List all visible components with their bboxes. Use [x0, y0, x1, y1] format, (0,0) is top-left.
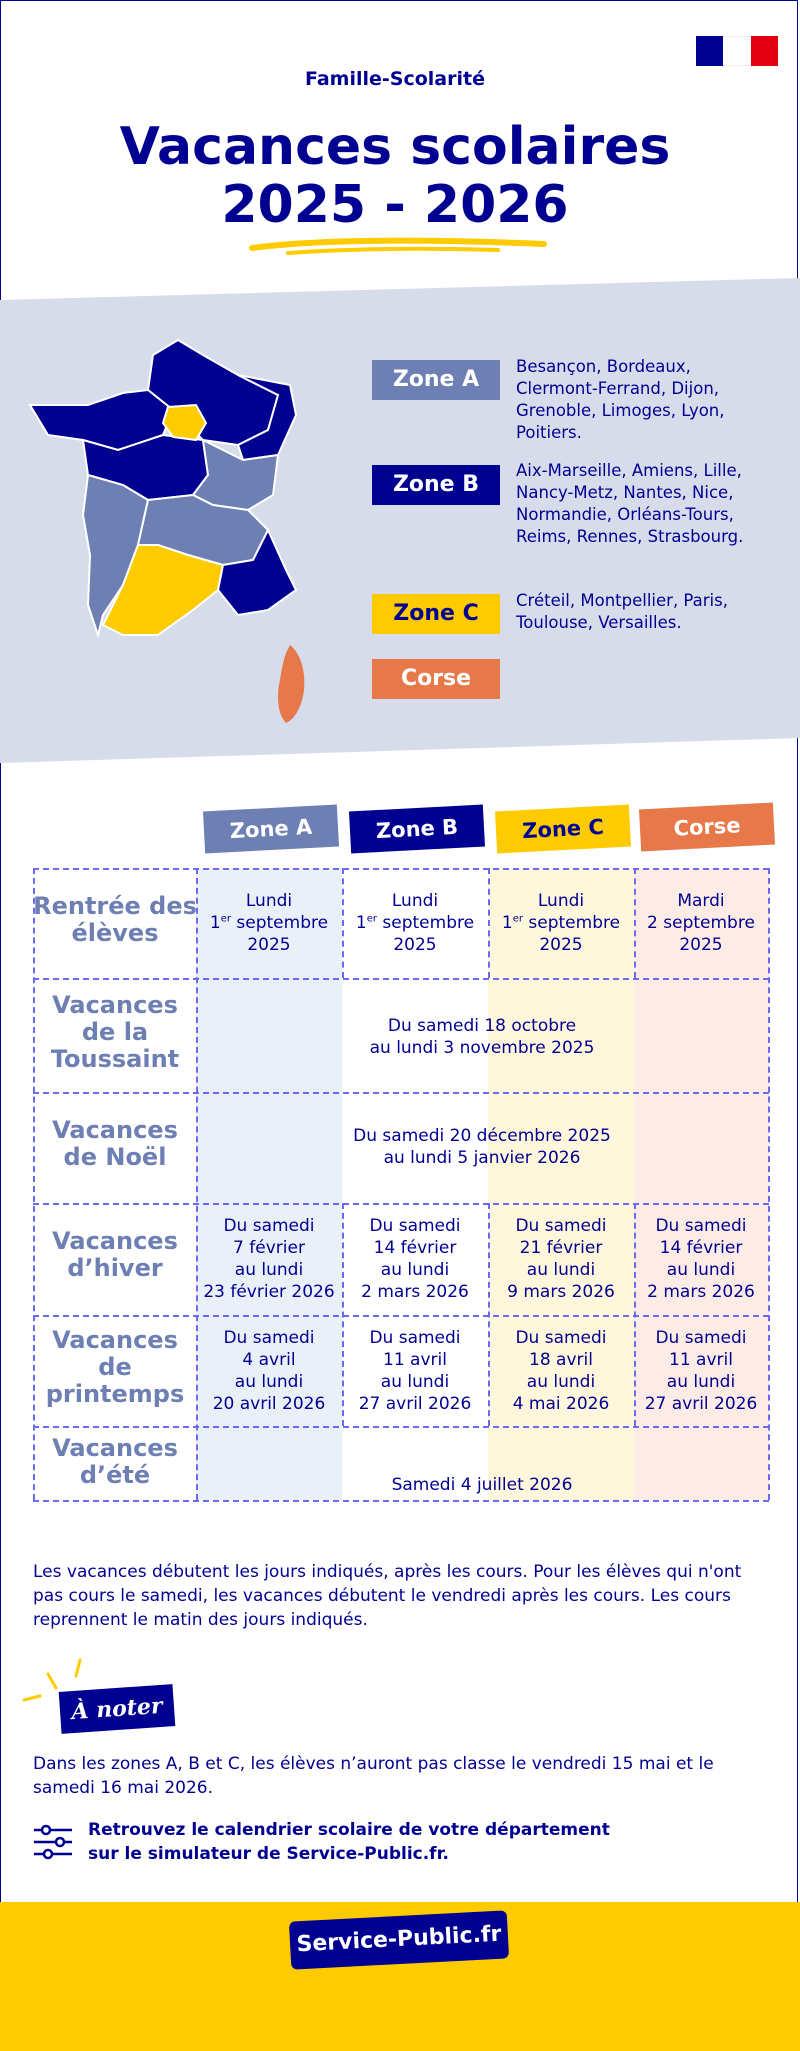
- row-header-hiver: Vacances d’hiver: [52, 1227, 178, 1282]
- republique-francaise-flag-logo: [696, 36, 778, 66]
- vacation-rules-note: Les vacances débutent les jours indiqués, après les cours. Pour les élèves qui n'ont pas cours le samedi, les vacances débutent le vendredi après les cours. Les cours reprennent le matin des jours indiqués.: [33, 1562, 742, 1630]
- cell-rentree-zone-b: Lundi 1er septembre 2025: [355, 891, 475, 955]
- legend-zone-a-cities: Besançon, Bordeaux, Clermont-Ferrand, Dijon, Grenoble, Limoges, Lyon, Poitiers.: [516, 357, 725, 442]
- title-underline-decoration: [248, 236, 548, 256]
- row-header-noel: Vacances de Noël: [52, 1116, 178, 1171]
- grid-line: [33, 978, 769, 980]
- row-header-ete: Vacances d’été: [52, 1434, 178, 1489]
- grid-line: [33, 1500, 769, 1502]
- page-title: Vacances scolaires 2025 - 2026: [119, 117, 671, 235]
- legend-corse: Corse: [372, 659, 500, 699]
- column-header-corse: Corse: [639, 803, 775, 852]
- cell-ete-all-zones: Samedi 4 juillet 2026: [391, 1475, 573, 1495]
- legend-zone-b-cities: Aix-Marseille, Amiens, Lille, Nancy-Metz, Nantes, Nice, Normandie, Orléans-Tours, Reims, Rennes, Strasbourg.: [516, 461, 744, 546]
- grid-line: [33, 1203, 769, 1205]
- grid-line: [33, 1315, 769, 1317]
- legend-zone-a: Zone A: [372, 360, 500, 400]
- cell-rentree-zone-c: Lundi 1er septembre 2025: [501, 891, 621, 955]
- row-header-printemps: Vacances de printemps: [45, 1326, 185, 1408]
- column-header-zone-c: Zone C: [495, 805, 631, 854]
- a-noter-text: Dans les zones A, B et C, les élèves n’auront pas classe le vendredi 15 mai et le samedi 16 mai 2026.: [33, 1754, 714, 1798]
- row-header-rentree: Rentrée des élèves: [33, 892, 197, 947]
- a-noter-badge: À noter: [59, 1684, 176, 1734]
- column-header-zone-a: Zone A: [203, 805, 339, 854]
- legend-zone-c-cities: Créteil, Montpellier, Paris, Toulouse, Versailles.: [516, 591, 728, 632]
- cell-hiver-zone-b: Du samedi 14 février au lundi 2 mars 2026: [361, 1216, 469, 1302]
- france-zones-map: [28, 335, 338, 725]
- grid-line: [33, 1092, 769, 1094]
- cell-rentree-zone-a: Lundi 1er septembre 2025: [209, 891, 329, 955]
- row-header-toussaint: Vacances de la Toussaint: [50, 991, 180, 1073]
- cell-printemps-zone-c: Du samedi 18 avril au lundi 4 mai 2026: [512, 1328, 610, 1414]
- cell-printemps-zone-a: Du samedi 4 avril au lundi 20 avril 2026: [212, 1328, 326, 1414]
- cell-noel-all-zones: Du samedi 20 décembre 2025 au lundi 5 janvier 2026: [353, 1126, 611, 1168]
- grid-line: [33, 868, 769, 870]
- legend-zone-c: Zone C: [372, 594, 500, 634]
- cell-toussaint-all-zones: Du samedi 18 octobre au lundi 3 novembre 2025: [369, 1016, 595, 1058]
- cell-hiver-corse: Du samedi 14 février au lundi 2 mars 2026: [647, 1216, 755, 1302]
- cell-printemps-corse: Du samedi 11 avril au lundi 27 avril 2026: [644, 1328, 758, 1414]
- grid-line: [33, 1426, 769, 1428]
- legend-zone-b: Zone B: [372, 465, 500, 505]
- cell-printemps-zone-b: Du samedi 11 avril au lundi 27 avril 2026: [358, 1328, 472, 1414]
- cell-hiver-zone-a: Du samedi 7 février au lundi 23 février 2026: [203, 1216, 335, 1302]
- cell-rentree-corse: Mardi 2 septembre 2025: [647, 891, 755, 955]
- column-header-zone-b: Zone B: [349, 805, 485, 854]
- simulateur-link[interactable]: Retrouvez le calendrier scolaire de votre département sur le simulateur de Service-Public.fr.: [88, 1820, 610, 1864]
- service-public-logo[interactable]: Service-Public.fr: [289, 1910, 509, 1969]
- sliders-icon: [32, 1822, 74, 1862]
- cell-hiver-zone-c: Du samedi 21 février au lundi 9 mars 2026: [507, 1216, 615, 1302]
- category-label: Famille-Scolarité: [305, 68, 485, 90]
